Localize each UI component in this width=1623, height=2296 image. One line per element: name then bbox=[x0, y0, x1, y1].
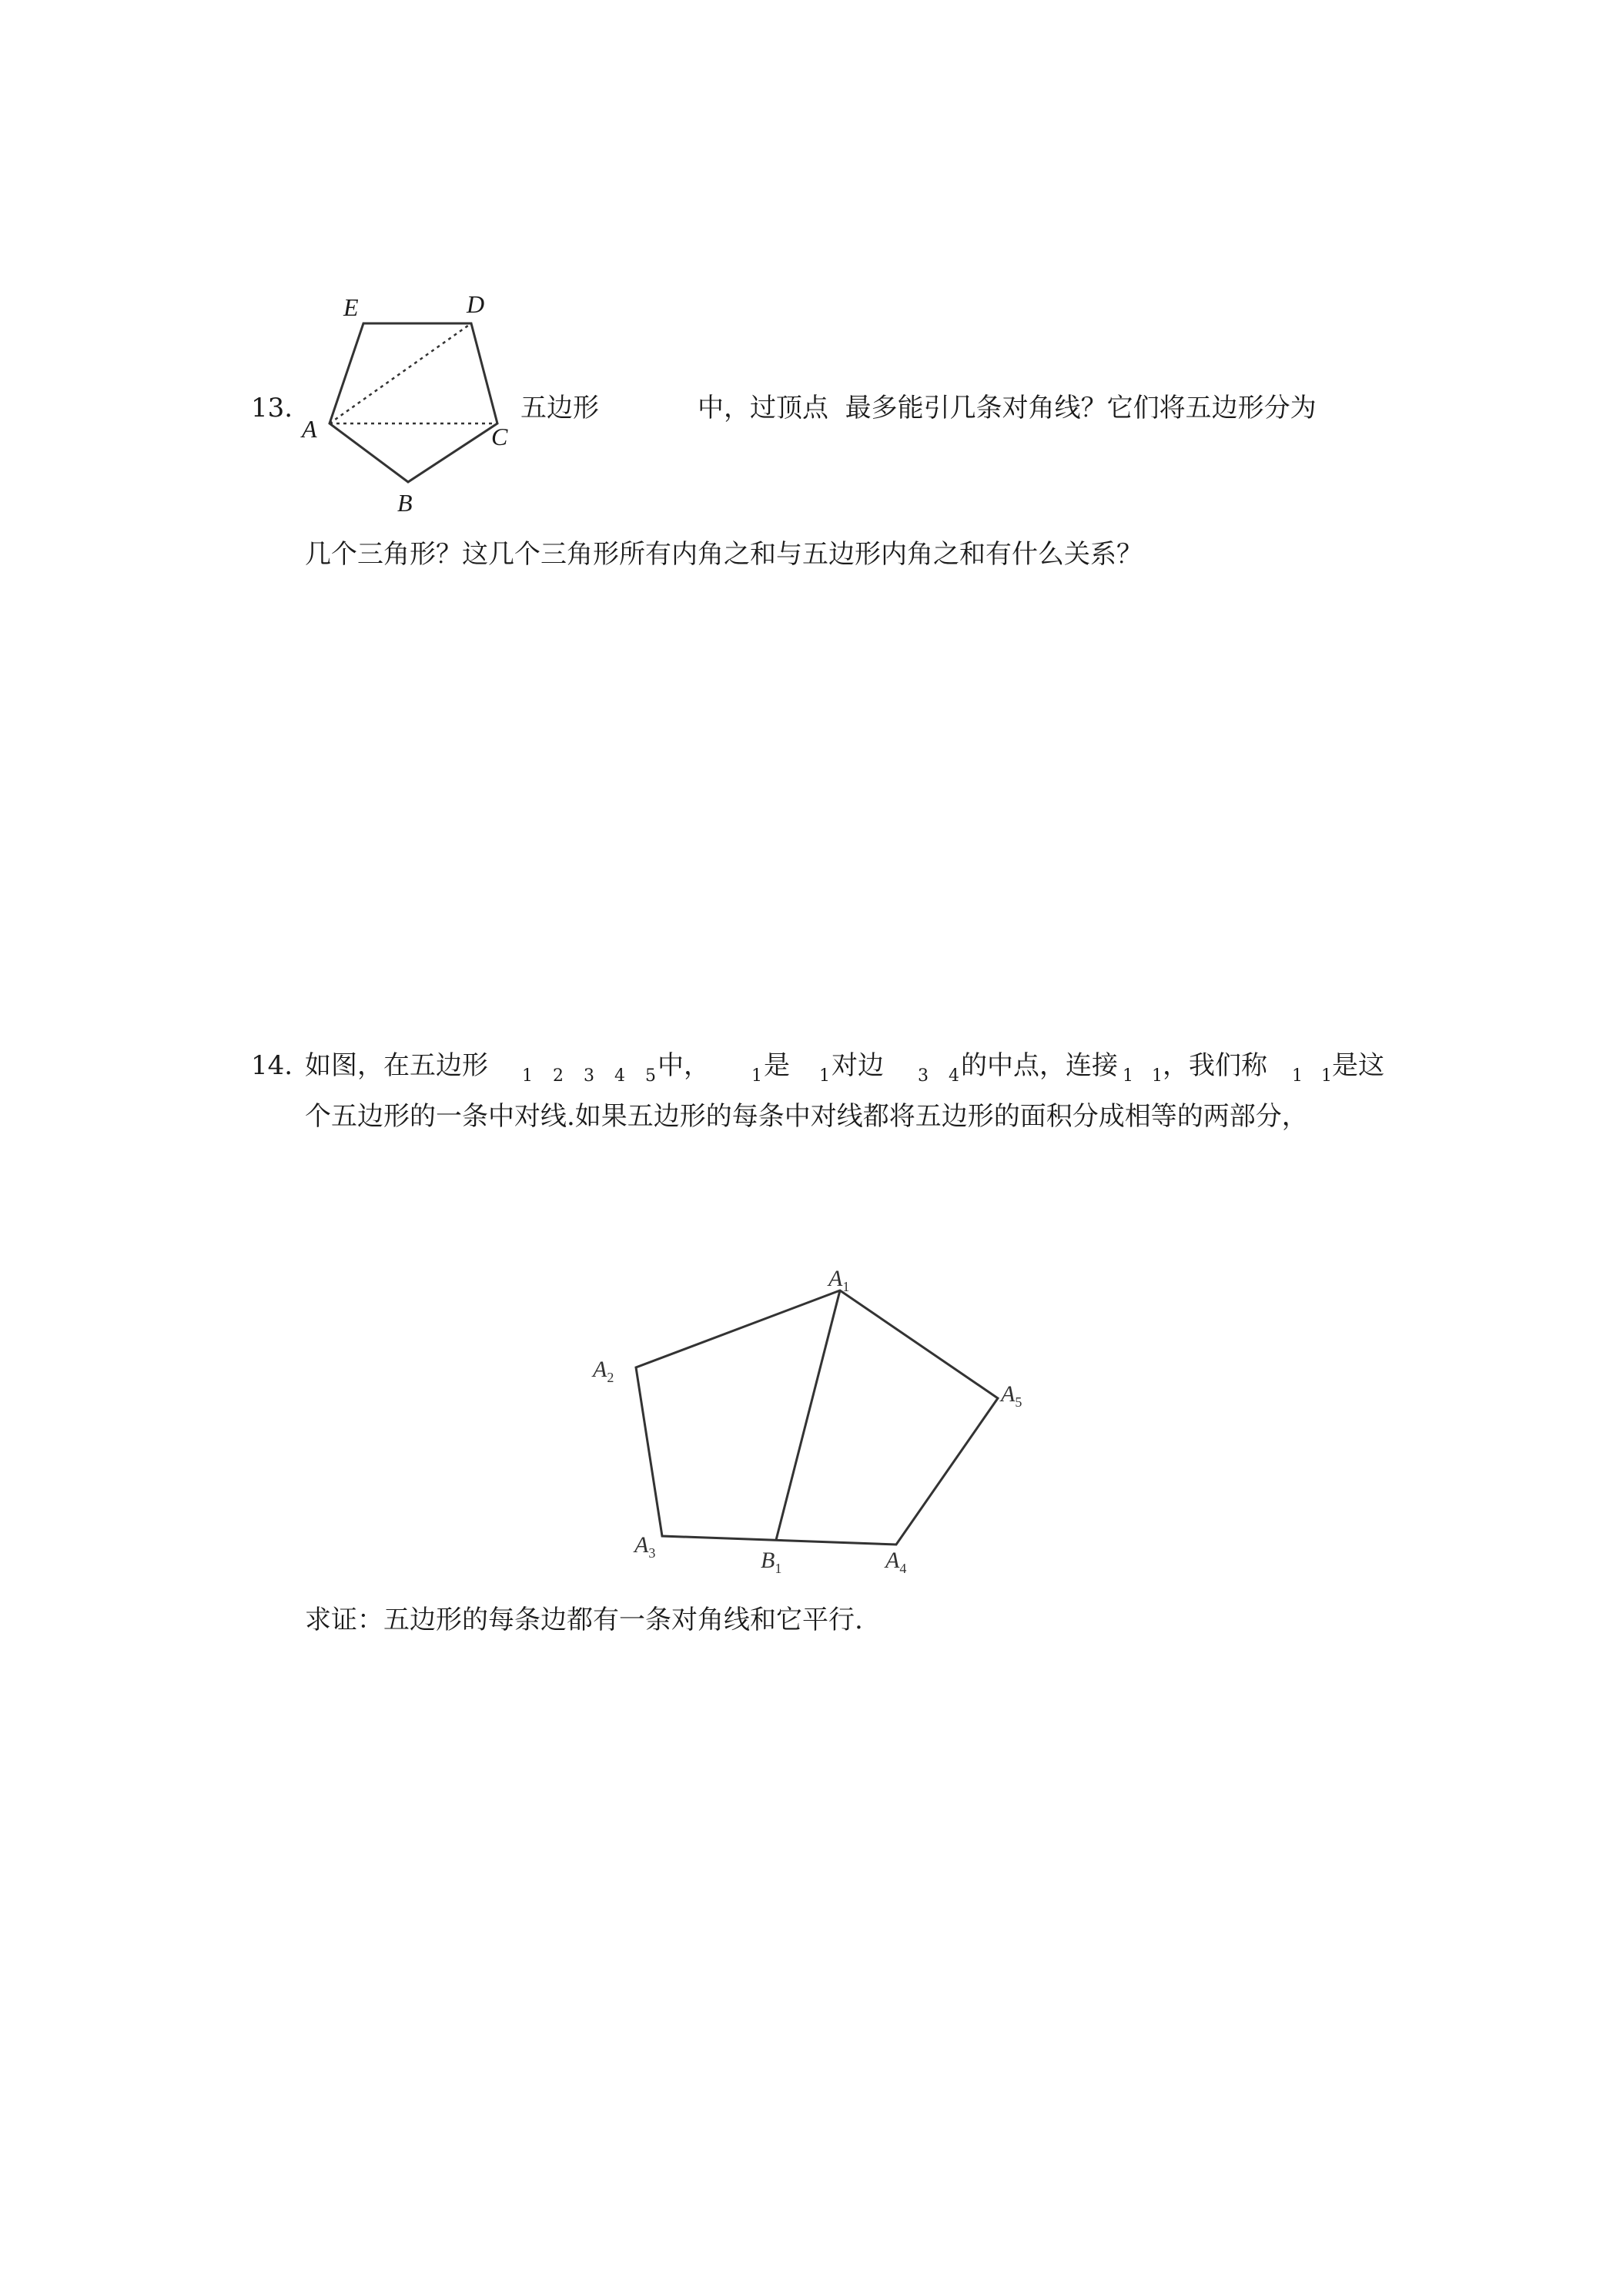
subscript: 2 bbox=[553, 1066, 564, 1086]
subscript: 4 bbox=[614, 1066, 625, 1086]
vertex-label-b1: $B_1$ bbox=[761, 1548, 782, 1576]
diagonal-ad bbox=[330, 323, 471, 423]
vertex-label-a3: $A_3$ bbox=[634, 1532, 656, 1561]
vertex-label-a5: $A_5$ bbox=[1001, 1381, 1022, 1410]
question-text: 个五边形的一条中对线.如果五边形的每条中对线都将五边形的面积分成相等的两部分， bbox=[305, 1101, 1308, 1132]
subscript: 1 bbox=[1152, 1066, 1163, 1086]
subscript: 1 bbox=[1292, 1066, 1303, 1086]
question-text: 中， bbox=[658, 1050, 710, 1081]
question-text: 的中点，连接 bbox=[961, 1050, 1118, 1081]
pentagon-outline bbox=[636, 1290, 998, 1545]
prove-statement: 求证：五边形的每条边都有一条对角线和它平行. bbox=[305, 1605, 863, 1635]
question-text: 是这 bbox=[1332, 1050, 1384, 1081]
median-line-a1b1 bbox=[776, 1290, 840, 1540]
question-text: 对边 bbox=[832, 1050, 884, 1081]
vertex-label-d: D bbox=[467, 290, 485, 318]
question-number: 14. bbox=[251, 1050, 293, 1081]
question-text: 几个三角形？这几个三角形所有内角之和与五边形内角之和有什么关系？ bbox=[305, 539, 1143, 570]
vertex-label-e: E bbox=[343, 293, 359, 321]
vertex-label-a1: $A_1$ bbox=[828, 1266, 850, 1294]
pentagon-figure-14 bbox=[570, 1255, 1062, 1594]
question-text: 中，过顶点 最多能引几条对角线？它们将五边形分为 bbox=[698, 393, 1317, 423]
question-text: 是 bbox=[764, 1050, 790, 1081]
subscript: 1 bbox=[1321, 1066, 1332, 1086]
question-text: 五边形 bbox=[520, 393, 599, 423]
vertex-label-b: B bbox=[397, 489, 413, 516]
subscript: 1 bbox=[522, 1066, 533, 1086]
subscript: 5 bbox=[645, 1066, 656, 1086]
subscript: 3 bbox=[918, 1066, 929, 1086]
subscript: 4 bbox=[949, 1066, 959, 1086]
question-text: 如图，在五边形 bbox=[305, 1050, 488, 1081]
question-number: 13. bbox=[251, 393, 293, 423]
vertex-label-a: A bbox=[302, 415, 317, 443]
subscript: 1 bbox=[751, 1066, 762, 1086]
question-text: ，我们称 bbox=[1163, 1050, 1267, 1081]
pentagon-figure-13 bbox=[293, 285, 539, 516]
subscript: 1 bbox=[819, 1066, 830, 1086]
vertex-label-c: C bbox=[491, 423, 508, 450]
vertex-label-a4: $A_4$ bbox=[885, 1548, 907, 1576]
subscript: 3 bbox=[584, 1066, 594, 1086]
pentagon-outline bbox=[330, 323, 497, 482]
subscript: 1 bbox=[1123, 1066, 1133, 1086]
vertex-label-a2: $A_2$ bbox=[593, 1357, 614, 1385]
